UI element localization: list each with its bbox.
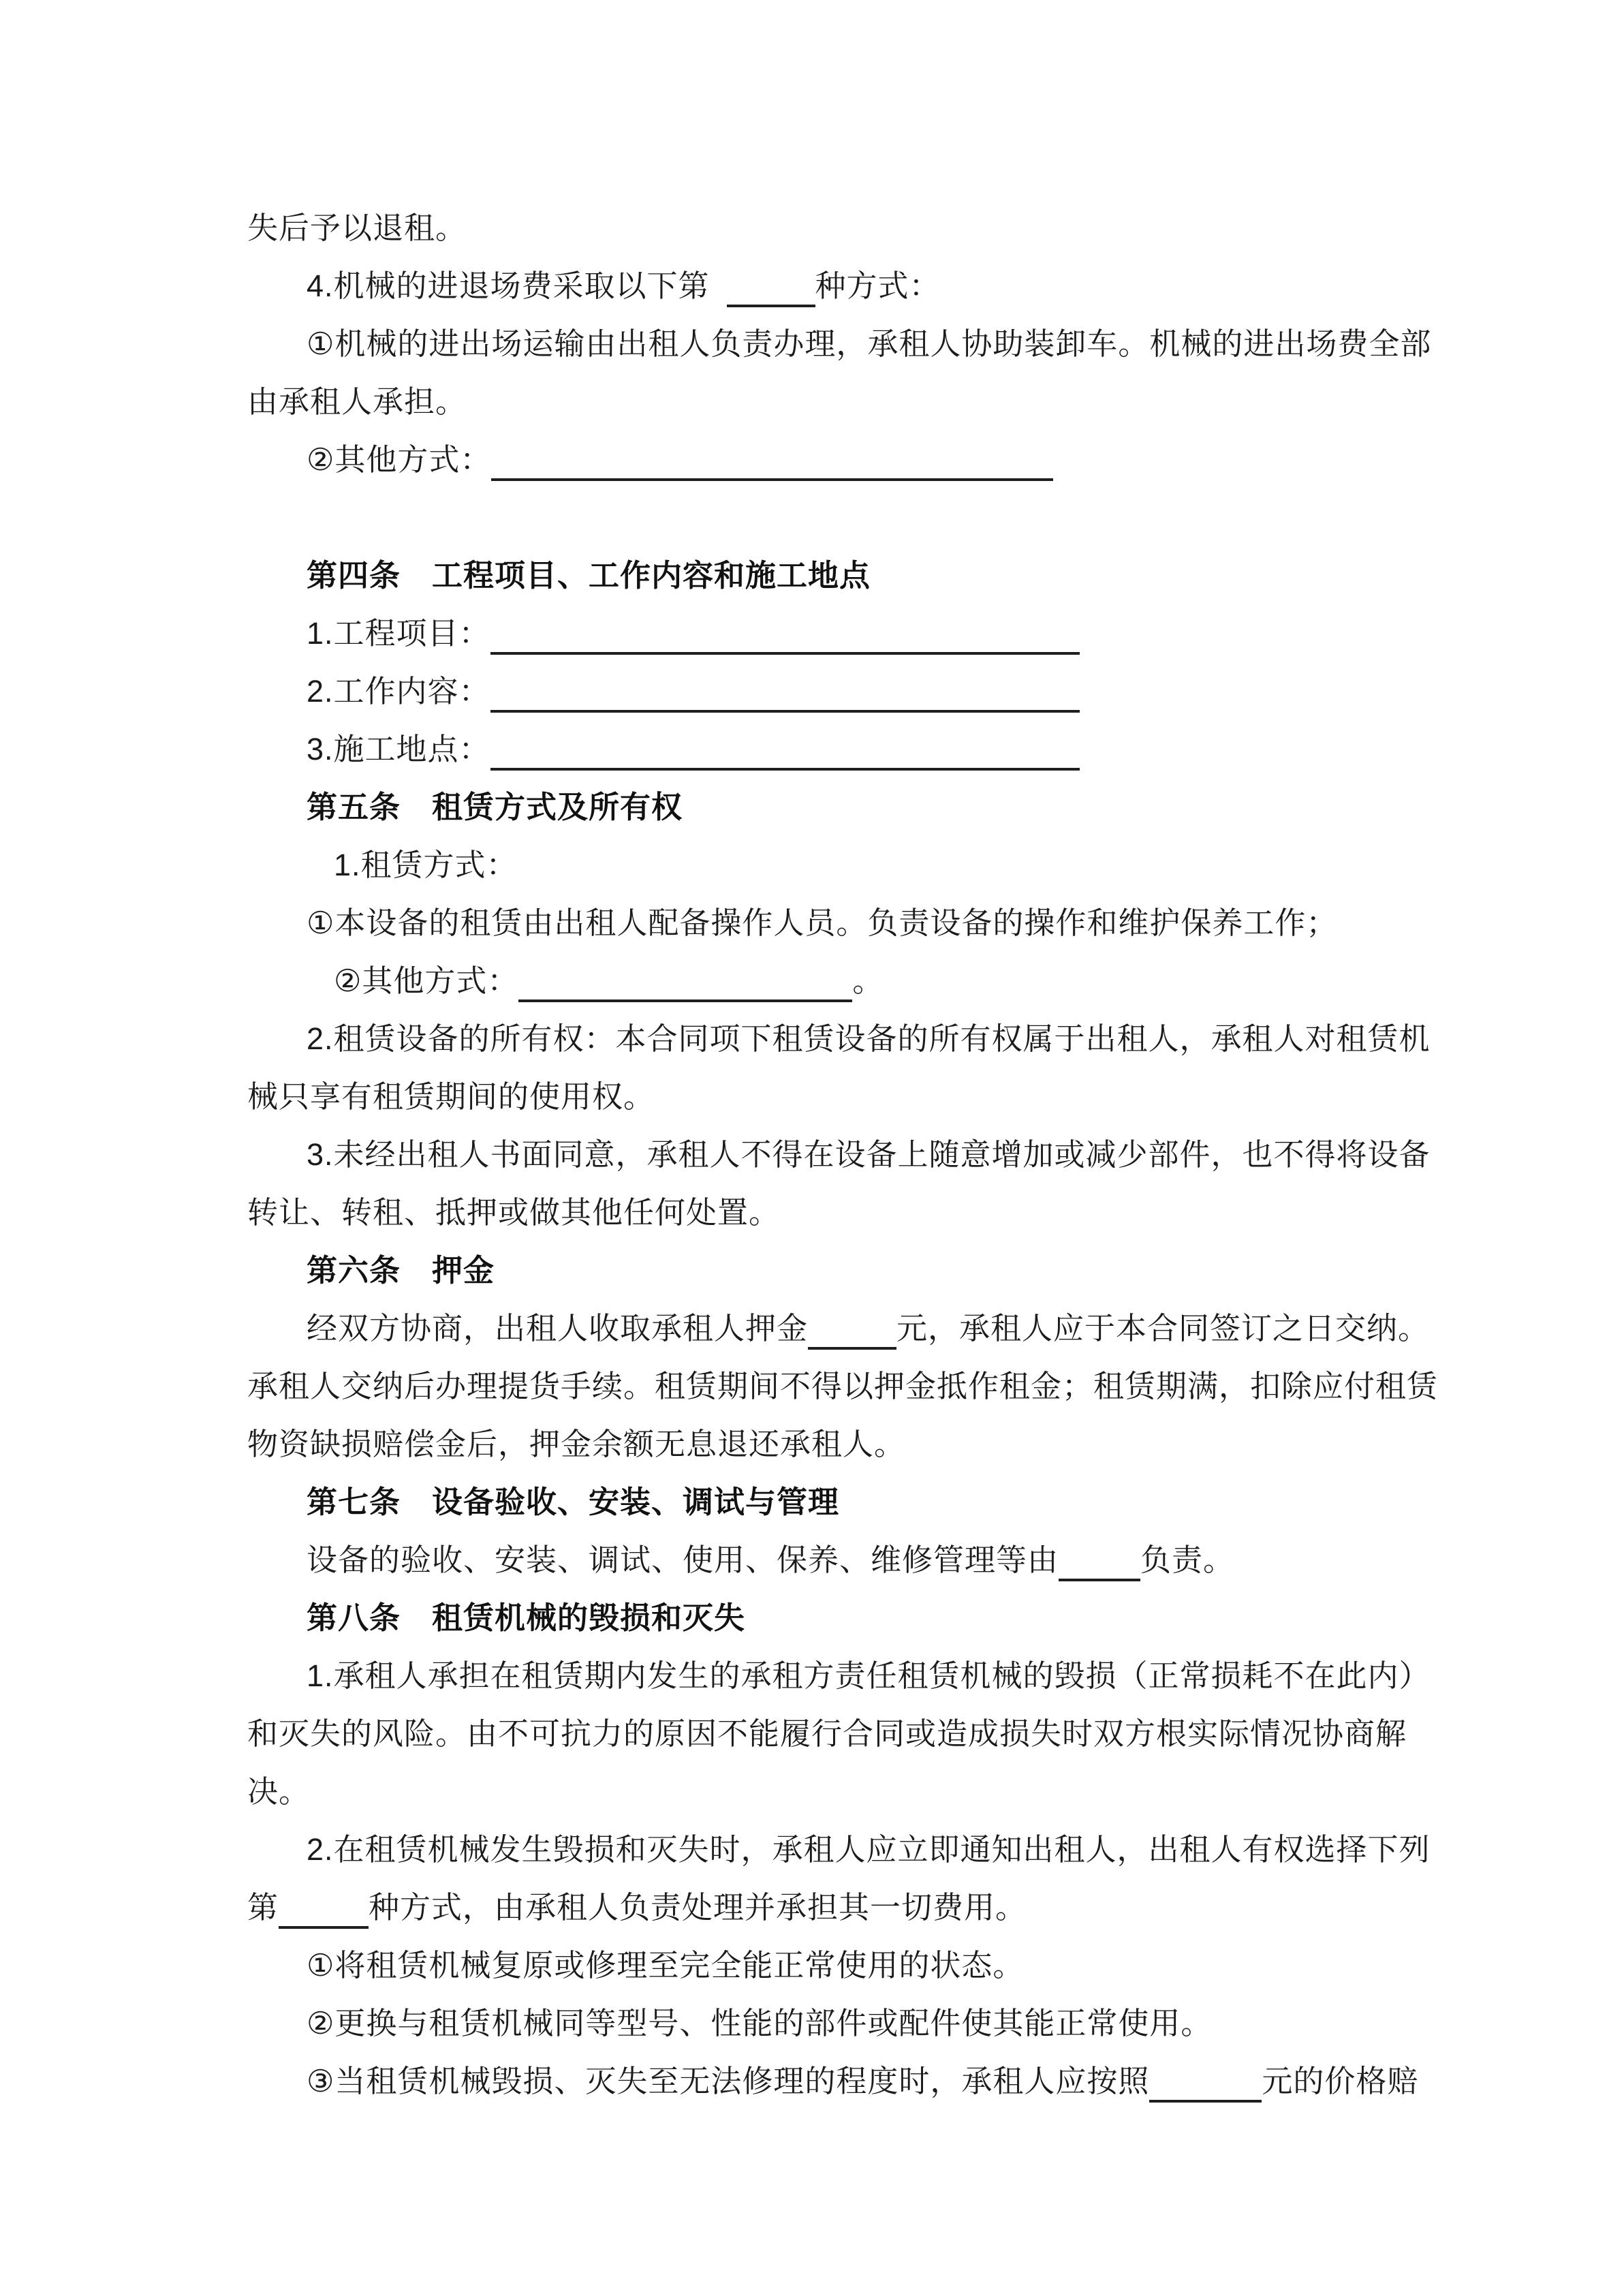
text-line — [247, 1763, 310, 1820]
text-line — [307, 1010, 1431, 1068]
text-line — [307, 315, 1431, 373]
section-heading — [307, 778, 683, 836]
text-run: 1.工程项目： — [307, 616, 490, 651]
text-line — [307, 1820, 1431, 1878]
text-run: 失后予以退租。 — [247, 211, 467, 245]
text-run: 3.施工地点： — [307, 732, 490, 766]
text-line — [247, 1183, 780, 1241]
text-line — [247, 1415, 905, 1473]
text-run: 4.机械的进退场费采取以下第 — [307, 268, 710, 303]
text-run: 种方式： — [815, 268, 941, 303]
text-run: 第六条 押金 — [307, 1253, 495, 1288]
text-line — [247, 1705, 1407, 1763]
text-run: ①本设备的租赁由出租人配备操作人员。负责设备的操作和维护保养工作； — [307, 905, 1338, 940]
text-run: 1.承租人承担在租赁期内发生的承租方责任租赁机械的毁损（正常损耗不在此内） — [307, 1658, 1431, 1693]
text-line — [307, 1994, 1212, 2052]
fill-in-blank — [279, 1926, 369, 1929]
text-run: ①机械的进出场运输由出租人负责办理，承租人协助装卸车。机械的进出场费全部 — [307, 326, 1432, 361]
text-run: ②其他方式： — [334, 963, 519, 998]
text-run: 由承租人承担。 — [247, 384, 467, 419]
text-line — [334, 836, 518, 894]
text-line — [307, 431, 1053, 489]
text-line — [307, 1531, 1234, 1589]
text-run: ②更换与租赁机械同等型号、性能的部件或配件使其能正常使用。 — [307, 2006, 1213, 2041]
fill-in-blank — [518, 999, 852, 1002]
text-run: ②其他方式： — [307, 442, 492, 477]
text-run: 承租人交纳后办理提货手续。租赁期间不得以押金抵作租金；租赁期满，扣除应付租赁 — [247, 1369, 1439, 1404]
text-line — [307, 1299, 1429, 1357]
fill-in-blank — [808, 1347, 896, 1350]
text-run: 种方式，由承租人负责处理并承担其一切费用。 — [369, 1890, 1027, 1925]
text-run: 第八条 租赁机械的毁损和灭失 — [307, 1600, 746, 1635]
text-run: ③当租赁机械毁损、灭失至无法修理的程度时，承租人应按照 — [307, 2064, 1150, 2098]
section-heading — [307, 1241, 495, 1299]
text-run: 2.工作内容： — [307, 674, 490, 709]
text-line — [307, 1647, 1431, 1705]
text-run: 第五条 租赁方式及所有权 — [307, 790, 683, 824]
text-line — [247, 1878, 1027, 1936]
text-line — [307, 1126, 1431, 1183]
text-run: 。 — [852, 963, 884, 998]
text-run: 元，承租人应于本合同签订之日交纳。 — [896, 1311, 1430, 1346]
text-line — [307, 2052, 1418, 2110]
text-run: 物资缺损赔偿金后，押金余额无息退还承租人。 — [247, 1427, 906, 1461]
text-line — [247, 1068, 655, 1126]
text-run: ①将租赁机械复原或修理至完全能正常使用的状态。 — [307, 1948, 1025, 1983]
text-run: 负责。 — [1140, 1543, 1235, 1577]
text-run: 第四条 工程项目、工作内容和施工地点 — [307, 558, 871, 593]
text-run: 设备的验收、安装、调试、使用、保养、维修管理等由 — [307, 1543, 1059, 1577]
text-run: 元的价格赔 — [1262, 2064, 1419, 2098]
fill-in-blank — [1059, 1579, 1140, 1581]
text-run: 决。 — [247, 1774, 311, 1809]
text-run: 2.在租赁机械发生毁损和灭失时，承租人应立即通知出租人，出租人有权选择下列 — [307, 1832, 1431, 1867]
text-line — [307, 720, 1080, 778]
text-line — [307, 604, 1080, 662]
fill-in-blank — [490, 652, 1080, 655]
fill-in-blank — [727, 305, 815, 307]
text-line — [247, 373, 467, 431]
text-line — [247, 1357, 1438, 1415]
section-heading — [307, 1473, 839, 1531]
text-run: 经双方协商，出租人收取承租人押金 — [307, 1311, 809, 1346]
section-heading — [307, 1589, 745, 1647]
text-line — [307, 894, 1337, 952]
text-run: 转让、转租、抵押或做其他任何处置。 — [247, 1195, 781, 1230]
fill-in-blank — [1149, 2100, 1262, 2103]
text-line — [307, 662, 1080, 720]
fill-in-blank — [491, 478, 1053, 481]
fill-in-blank — [490, 710, 1080, 713]
text-line — [307, 1936, 1024, 1994]
text-run: 2.租赁设备的所有权：本合同项下租赁设备的所有权属于出租人，承租人对租赁机 — [307, 1021, 1431, 1056]
text-run: 第七条 设备验收、安装、调试与管理 — [307, 1485, 840, 1519]
text-run: 3.未经出租人书面同意，承租人不得在设备上随意增加或减少部件，也不得将设备 — [307, 1137, 1431, 1172]
text-line — [334, 952, 884, 1010]
section-heading — [307, 546, 871, 604]
text-run: 和灭失的风险。由不可抗力的原因不能履行合同或造成损失时双方根实际情况协商解 — [247, 1716, 1407, 1751]
text-line — [247, 199, 467, 257]
text-line — [307, 257, 941, 315]
text-run: 1.租赁方式： — [334, 848, 518, 882]
fill-in-blank — [490, 768, 1080, 771]
text-run: 械只享有租赁期间的使用权。 — [247, 1079, 655, 1114]
text-run: 第 — [247, 1890, 279, 1925]
